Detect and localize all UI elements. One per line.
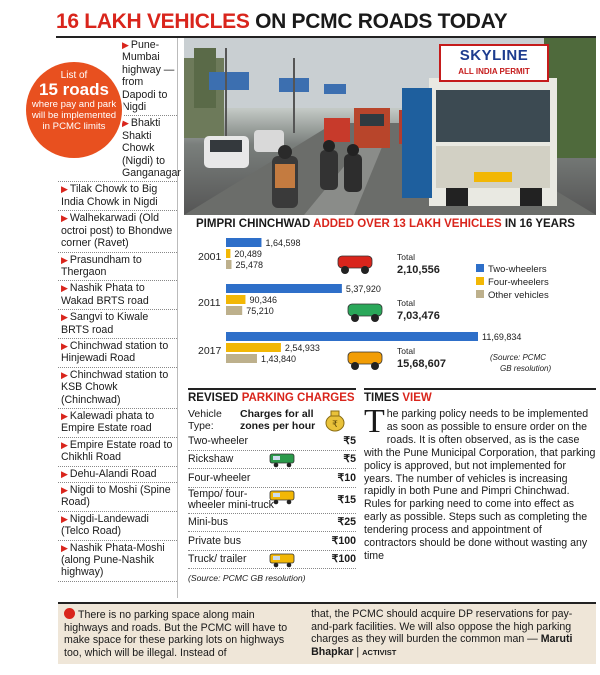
headline-rest: ON PCMC ROADS TODAY	[249, 10, 508, 33]
parking-row	[188, 469, 356, 488]
bar-four-wheelers	[226, 343, 281, 352]
badge-line1: List of	[60, 70, 88, 81]
total-value: 7,03,476	[397, 310, 440, 322]
rickshaw-icon	[268, 452, 298, 468]
arrow-icon: ▶	[122, 40, 129, 50]
arrow-icon: ▶	[61, 468, 68, 479]
road-item	[58, 438, 177, 467]
arrow-icon: ▶	[61, 513, 68, 524]
parking-charge: ₹10	[337, 471, 356, 484]
badge-caption: where pay and park will be implemented in PCMC limits	[31, 99, 117, 132]
arrow-icon: ▶	[61, 410, 68, 421]
arrow-icon: ▶	[61, 340, 68, 351]
parking-charge: ₹100	[331, 534, 356, 547]
bar-value-label: 11,69,834	[482, 332, 522, 342]
total-value: 15,68,607	[397, 358, 446, 370]
page-title	[56, 8, 596, 36]
arrow-icon: ▶	[61, 485, 68, 495]
bar-value-label: 1,64,598	[265, 238, 301, 248]
road-name: Chinchwad station to KSB Chowk (Chinchwad)	[61, 368, 169, 406]
road-name: Sangvi to Kiwale BRTS road	[61, 311, 149, 336]
legend-swatch	[476, 277, 484, 285]
quote-part1: There is no parking space along main highways and roads. But the PCMC will have to make space for these parking lots on highways too, which will be illegal. Instead of	[64, 609, 288, 659]
parking-charges-table	[188, 388, 356, 583]
truck-icon	[268, 552, 298, 568]
bar-other-vehicles	[226, 354, 257, 363]
roads-count-badge	[26, 62, 122, 158]
parking-row	[188, 432, 356, 451]
road-name: Bhakti Shakti Chowk (Nigdi) to Ganganagar	[122, 117, 181, 180]
view-dropcap: T	[364, 403, 385, 440]
parking-vehicle-type: Four-wheeler	[188, 471, 251, 484]
truck-sign	[439, 44, 549, 82]
parking-row	[188, 551, 356, 570]
parking-source: (Source: PCMC GB resolution)	[188, 573, 306, 583]
road-item	[58, 512, 177, 541]
svg-text:₹: ₹	[332, 420, 338, 430]
chart-source: (Source: PCMC	[490, 353, 547, 362]
quote-column-2: that, the PCMC should acquire DP reservations for pay-and-park facilities. We will also oppose the high parking charges as they will burden the common man — Maruti Bhapkar | ACTIVIST	[311, 608, 573, 658]
arrow-icon: ▶	[61, 542, 68, 553]
parking-charge: ₹5	[343, 453, 356, 466]
year-label: 2001	[198, 251, 222, 263]
parking-vehicle-type: Two-wheeler	[188, 434, 249, 447]
bar-two-wheelers	[226, 238, 261, 247]
year-label: 2011	[198, 297, 221, 309]
year-label: 2017	[198, 345, 222, 357]
view-title	[364, 388, 596, 404]
motorcycle-icon-wheel	[361, 266, 369, 274]
road-name: Nashik Phata-Moshi (along Pune-Nashik highway)	[61, 541, 165, 579]
legend-swatch	[476, 264, 484, 272]
parking-header	[188, 408, 356, 432]
legend-label: Four-wheelers	[488, 277, 549, 288]
road-item	[58, 368, 177, 409]
arrow-icon: ▶	[61, 312, 68, 323]
bar-four-wheelers	[226, 295, 245, 304]
road-name: Pune-Mumbai highway — from Dapodi to Nigdi	[122, 39, 175, 114]
chart-title-part1: PIMPRI CHINCHWAD	[196, 218, 314, 230]
parking-title-part2: PARKING CHARGES	[241, 392, 355, 404]
parking-rows	[188, 432, 356, 569]
quote-column-1	[64, 608, 311, 660]
parking-row	[188, 451, 356, 470]
view-body	[364, 403, 596, 563]
road-item	[58, 310, 177, 339]
chart-title-part2: ADDED OVER 13 LAKH VEHICLES	[313, 218, 502, 230]
view-text: he parking policy needs to be implemented as soon as possible to ensure order on the roads. It is often observed, as is the case with the Pune Municipal Corporation, that parking policy is approved, but not implemented for years. The number of vehicles is increasing rapidly in both Pune and Pimpri Chinchwad. Rules for parking need to come into effect as early as possible. Steps such as completing the tendering process and appointment of contractors should be done without wasting any time	[364, 408, 596, 562]
bar-four-wheelers	[226, 249, 230, 258]
road-name: Kalewadi phata to Empire Estate road	[61, 409, 155, 435]
arrow-icon: ▶	[61, 184, 68, 195]
bus-icon-wheel	[371, 362, 379, 370]
road-item	[58, 211, 177, 252]
badge-count: 15 roads	[39, 80, 109, 99]
traffic-photo	[184, 38, 596, 215]
parking-title-part1: REVISED	[188, 392, 242, 404]
parking-vehicle-type: Mini-bus	[188, 516, 229, 529]
truck-sign-sub: ALL INDIA PERMIT	[441, 66, 547, 78]
bar-value-label: 90,346	[249, 295, 277, 305]
arrow-icon: ▶	[61, 439, 68, 450]
view-title-part2: VIEW	[402, 392, 432, 404]
bar-value-label: 75,210	[246, 306, 274, 316]
bar-value-label: 5,37,920	[345, 284, 381, 294]
parking-charge: ₹100	[331, 553, 356, 566]
parking-row	[188, 488, 356, 514]
arrow-icon: ▶	[122, 118, 129, 129]
road-name: Nashik Phata to Wakad BRTS road	[61, 282, 149, 307]
motorcycle-icon	[338, 256, 372, 268]
parking-vehicle-type: Truck/ trailer	[188, 553, 247, 566]
arrow-icon: ▶	[61, 369, 68, 380]
road-name: Chinchwad station to Hinjewadi Road	[61, 339, 169, 365]
vehicles-bar-chart	[190, 232, 596, 380]
parking-charge: ₹15	[337, 493, 356, 506]
bar-other-vehicles	[226, 306, 242, 315]
bar-value-label: 25,478	[235, 260, 264, 270]
bar-other-vehicles	[226, 260, 231, 269]
chart-source: GB resolution)	[500, 364, 552, 373]
road-name: Walhekarwadi (Old octroi post) to Bhondwe corner (Ravet)	[61, 212, 173, 250]
road-name: Empire Estate road to Chikhli Road	[61, 438, 173, 464]
parking-charge: ₹5	[343, 434, 356, 447]
bar-value-label: 1,43,840	[260, 354, 297, 364]
parking-vehicle-type: Rickshaw	[188, 453, 234, 466]
money-bag-icon	[324, 408, 346, 432]
quote-role: ACTIVIST	[362, 647, 397, 657]
parking-title	[188, 388, 356, 404]
total-value: 2,10,556	[397, 264, 440, 276]
bar-value-label: 2,54,933	[284, 343, 320, 353]
bar-value-label: 20,489	[234, 249, 262, 259]
bus-icon-wheel	[351, 362, 359, 370]
view-title-part1: TIMES	[364, 392, 403, 404]
parking-vehicle-type: Tempo/ four-wheeler mini-truck	[188, 488, 274, 511]
road-name: Nigdi-Landewadi (Telco Road)	[61, 512, 149, 538]
total-label: Total	[397, 252, 415, 262]
parking-header-type: Vehicle Type:	[188, 408, 222, 432]
mini-truck-icon	[268, 489, 298, 505]
times-view	[364, 388, 596, 563]
road-item	[58, 483, 177, 512]
road-item	[58, 541, 177, 582]
quote-author: Maruti Bhapkar	[311, 633, 573, 658]
road-item	[58, 467, 177, 483]
bar-two-wheelers	[226, 284, 342, 293]
legend-swatch	[476, 290, 484, 298]
quote-part2: that, the PCMC should acquire DP reservations for pay-and-park facilities. We will also oppose the high parking charges as they will burden the common man —	[311, 608, 573, 646]
parking-charge: ₹25	[337, 516, 356, 529]
chart-title-part3: IN 16 YEARS	[501, 218, 575, 230]
road-item	[58, 253, 177, 282]
road-name: Dehu-Alandi Road	[69, 467, 157, 480]
road-item	[58, 339, 177, 368]
road-name: Prasundham to Thergaon	[61, 253, 142, 278]
road-name: Nigdi to Moshi (Spine Road)	[61, 484, 171, 509]
car-icon-wheel	[371, 314, 379, 322]
parking-row	[188, 514, 356, 533]
chart-title	[196, 218, 596, 230]
legend-label: Two-wheelers	[488, 264, 547, 275]
activist-quote	[58, 602, 596, 664]
bus-icon	[348, 352, 382, 364]
motorcycle-icon-wheel	[341, 266, 349, 274]
headline-highlight: 16 LAKH VEHICLES	[56, 10, 250, 33]
arrow-icon: ▶	[61, 213, 68, 224]
parking-row	[188, 532, 356, 551]
total-label: Total	[397, 298, 415, 308]
legend-label: Other vehicles	[488, 290, 549, 301]
quote-bullet-icon	[64, 608, 75, 619]
road-name: Tilak Chowk to Big India Chowk in Nigdi	[61, 183, 158, 208]
road-item	[58, 182, 177, 211]
car-icon	[348, 304, 382, 316]
road-item	[58, 409, 177, 438]
total-label: Total	[397, 346, 415, 356]
parking-header-charges: Charges for all zones per hour	[240, 408, 316, 432]
truck-sign-name: SKYLINE	[459, 47, 529, 64]
arrow-icon: ▶	[61, 283, 68, 294]
parking-vehicle-type: Private bus	[188, 534, 241, 547]
car-icon-wheel	[351, 314, 359, 322]
road-item	[58, 281, 177, 310]
arrow-icon: ▶	[61, 254, 68, 265]
bar-two-wheelers	[226, 332, 478, 341]
